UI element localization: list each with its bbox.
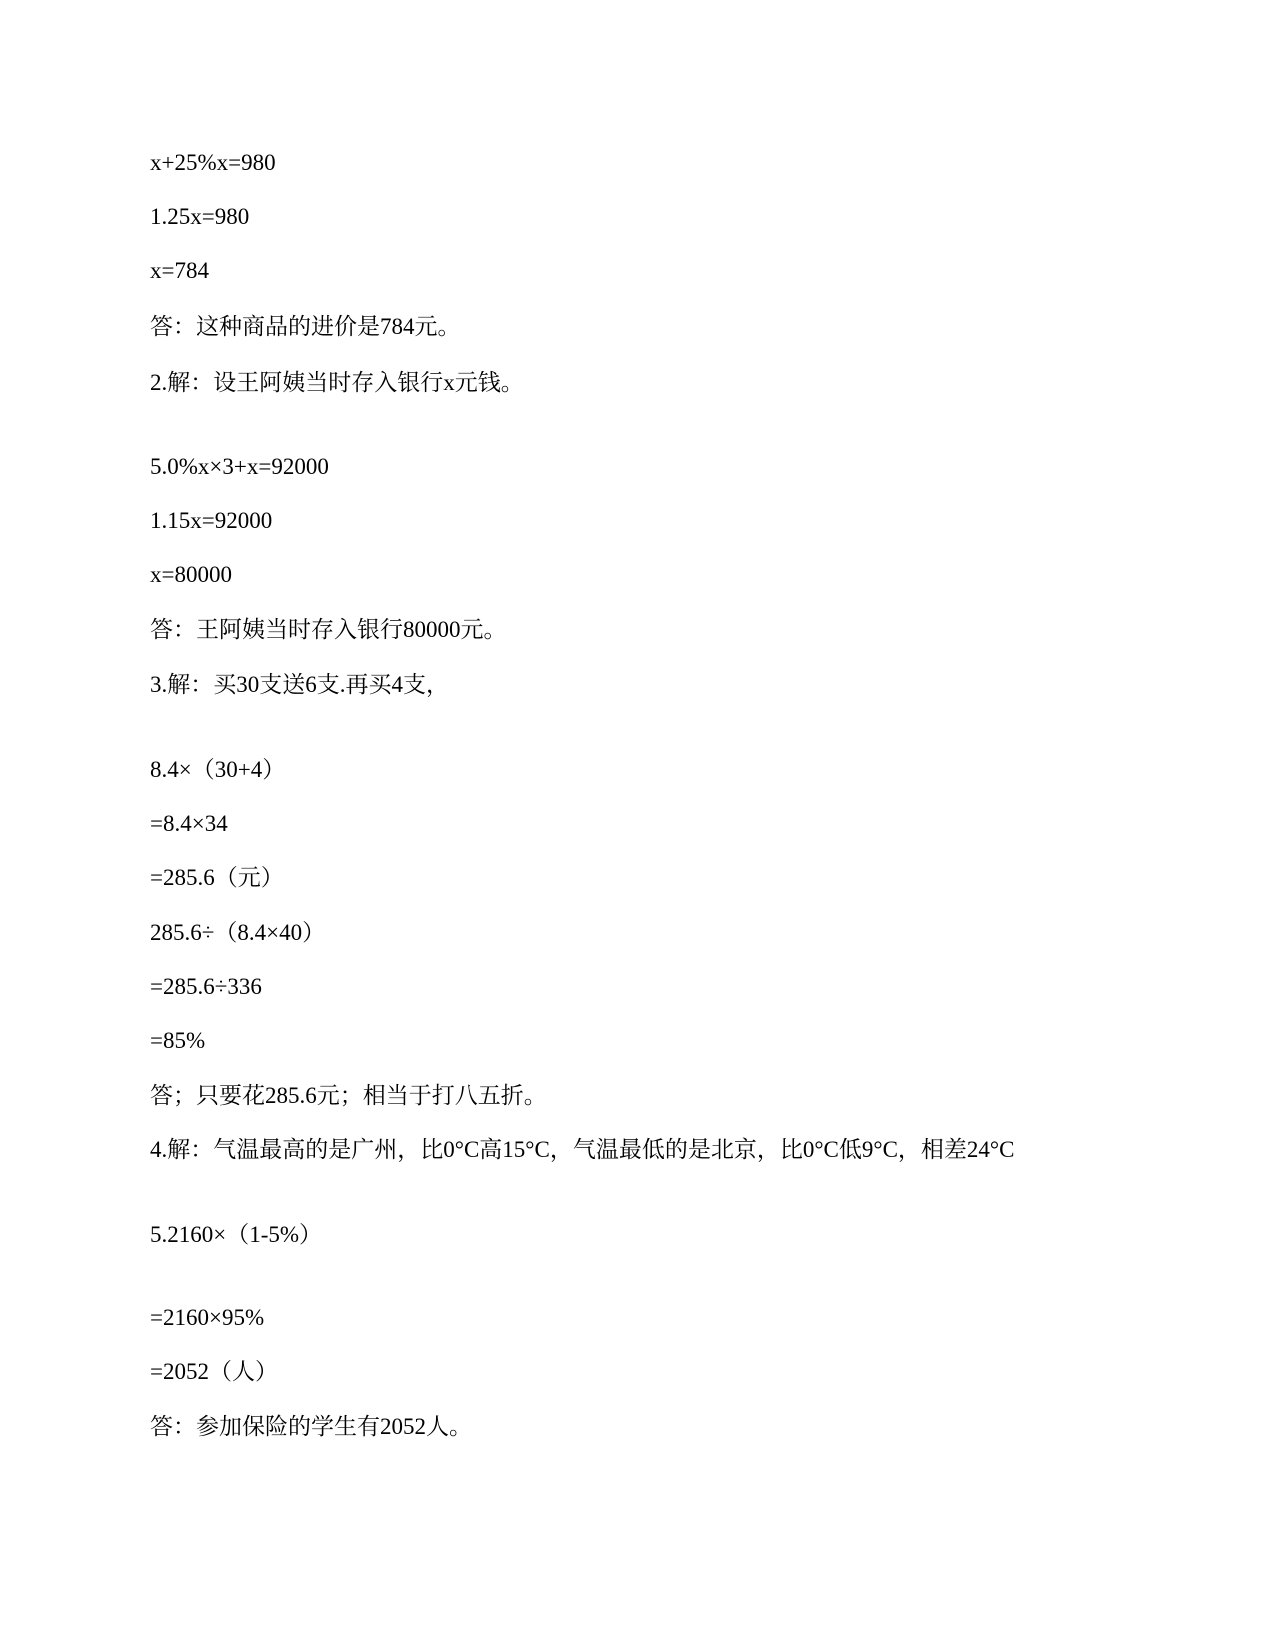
equation-line: 8.4×（30+4） [150,757,286,782]
equation-line: x=784 [150,258,209,283]
equation-line: 1.25x=980 [150,204,250,229]
equation-line: 285.6÷（8.4×40） [150,920,326,945]
equation-line: 5.2160×（1-5%） [150,1222,323,1247]
answer-line: 答；只要花285.6元；相当于打八五折。 [150,1083,547,1108]
answer-line: 答：参加保险的学生有2052人。 [150,1414,472,1439]
answer-line: 答：王阿姨当时存入银行80000元。 [150,617,507,642]
equation-line: =8.4×34 [150,811,228,836]
equation-line: 1.15x=92000 [150,508,273,533]
answer-line: 答：这种商品的进价是784元。 [150,314,461,339]
equation-line: =85% [150,1028,206,1053]
equation-line: =285.6÷336 [150,974,262,999]
equation-line: 5.0%x×3+x=92000 [150,454,329,479]
solution-heading: 4.解：气温最高的是广州，比0°C高15°C，气温最低的是北京，比0°C低9°C，相差24°C [150,1137,1015,1162]
solution-heading: 2.解：设王阿姨当时存入银行x元钱。 [150,370,524,395]
equation-line: =285.6（元） [150,865,284,890]
equation-line: =2052（人） [150,1359,278,1384]
equation-line: x+25%x=980 [150,150,276,175]
equation-line: x=80000 [150,562,232,587]
solution-heading: 3.解：买30支送6支.再买4支， [150,672,449,697]
equation-line: =2160×95% [150,1305,265,1330]
